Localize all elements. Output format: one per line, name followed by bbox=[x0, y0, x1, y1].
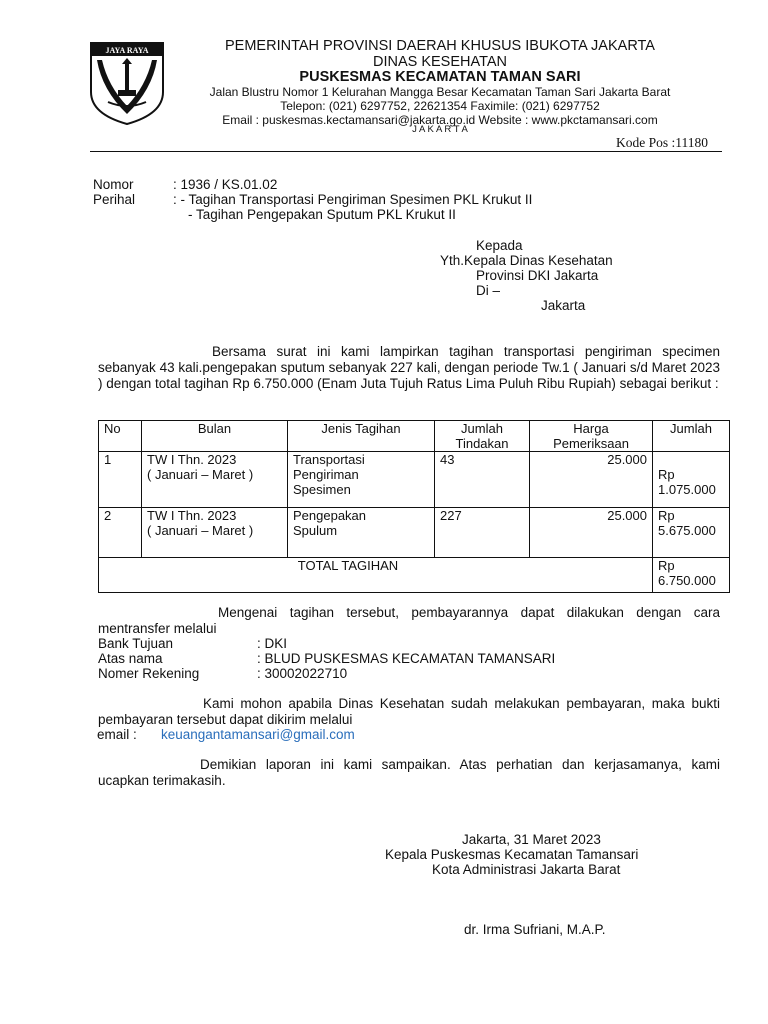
kode-pos: Kode Pos :11180 bbox=[616, 135, 709, 150]
header-harga-pemeriksaan: Harga Pemeriksaan bbox=[530, 421, 653, 452]
nomor-label: Nomor bbox=[93, 177, 134, 192]
cell-harga: 25.000 bbox=[530, 452, 653, 508]
perihal-line-1: : - Tagihan Transportasi Pengiriman Spesimen PKL Krukut II bbox=[173, 192, 533, 207]
recipient-kepada: Kepada bbox=[476, 238, 523, 253]
header-email-website: Email : puskesmas.kectamansari@jakarta.go.id Website : www.pkctamansari.com bbox=[222, 113, 658, 127]
cell-jumlah: Rp 5.675.000 bbox=[653, 508, 730, 558]
proof-paragraph: Kami mohon apabila Dinas Kesehatan sudah melakukan pembayaran, maka bukti pembayaran tersebut dapat dikirim melalui bbox=[98, 696, 720, 727]
table-row bbox=[99, 452, 730, 508]
recipient-yth: Yth.Kepala Dinas Kesehatan bbox=[440, 253, 613, 268]
cell-jumlah: Rp 1.075.000 bbox=[653, 452, 730, 508]
header-puskesmas-name: PUSKESMAS KECAMATAN TAMAN SARI bbox=[299, 69, 581, 85]
header-jenis-tagihan: Jenis Tagihan bbox=[288, 421, 435, 452]
bank-label: Bank Tujuan bbox=[98, 636, 174, 651]
table-row bbox=[99, 508, 730, 558]
nomor-value: : 1936 / KS.01.02 bbox=[173, 177, 278, 192]
jakarta-coat-of-arms-logo bbox=[88, 40, 166, 126]
billing-table bbox=[98, 420, 730, 593]
closing-paragraph: Demikian laporan ini kami sampaikan. Atas perhatian dan kerjasamanya, kami ucapkan terimakasih. bbox=[98, 757, 720, 788]
cell-harga: 25.000 bbox=[530, 508, 653, 558]
signature-name: dr. Irma Sufriani, M.A.P. bbox=[464, 922, 606, 937]
header-address: Jalan Blustru Nomor 1 Kelurahan Mangga Besar Kecamatan Taman Sari Jakarta Barat bbox=[209, 85, 671, 99]
signature-city: Kota Administrasi Jakarta Barat bbox=[432, 862, 621, 877]
cell-no: 1 bbox=[99, 452, 142, 508]
recipient-kota: Jakarta bbox=[541, 298, 586, 313]
total-label: TOTAL TAGIHAN bbox=[99, 558, 653, 593]
recipient-provinsi: Provinsi DKI Jakarta bbox=[476, 268, 599, 283]
svg-text:JAYA RAYA: JAYA RAYA bbox=[105, 46, 149, 55]
payment-paragraph: Mengenai tagihan tersebut, pembayarannya dapat dilakukan dengan cara mentransfer melalui bbox=[98, 605, 720, 636]
cell-tindakan: 43 bbox=[435, 452, 530, 508]
rekening-value: : 30002022710 bbox=[257, 666, 348, 681]
bank-value: : DKI bbox=[257, 636, 288, 651]
cell-tindakan: 227 bbox=[435, 508, 530, 558]
header-department-line: DINAS KESEHATAN bbox=[372, 54, 508, 70]
header-phone: Telepon: (021) 6297752, 22621354 Faximile: (021) 6297752 bbox=[280, 99, 600, 113]
table-header-row bbox=[99, 421, 730, 452]
email-label: email : bbox=[97, 727, 137, 742]
cell-bulan: TW I Thn. 2023 ( Januari – Maret ) bbox=[142, 452, 288, 508]
header-city: J A K A R T A bbox=[412, 124, 468, 135]
cell-bulan: TW I Thn. 2023 ( Januari – Maret ) bbox=[142, 508, 288, 558]
signature-title: Kepala Puskesmas Kecamatan Tamansari bbox=[385, 847, 639, 862]
atas-nama-label: Atas nama bbox=[98, 651, 163, 666]
cell-jenis: Pengepakan Spulum bbox=[288, 508, 435, 558]
header-bulan: Bulan bbox=[142, 421, 288, 452]
total-value: Rp 6.750.000 bbox=[653, 558, 730, 593]
atas-nama-value: : BLUD PUSKESMAS KECAMATAN TAMANSARI bbox=[257, 651, 556, 666]
perihal-label: Perihal bbox=[93, 192, 136, 207]
perihal-line-2: - Tagihan Pengepakan Sputum PKL Krukut II bbox=[188, 207, 456, 222]
table-total-row bbox=[99, 558, 730, 593]
email-link[interactable]: keuangantamansari@gmail.com bbox=[161, 727, 355, 742]
header-government-line: PEMERINTAH PROVINSI DAERAH KHUSUS IBUKOTA JAKARTA bbox=[225, 38, 655, 54]
header-no: No bbox=[99, 421, 142, 452]
header-jumlah-tindakan: Jumlah Tindakan bbox=[435, 421, 530, 452]
cell-no: 2 bbox=[99, 508, 142, 558]
recipient-di: Di – bbox=[476, 283, 501, 298]
signature-date: Jakarta, 31 Maret 2023 bbox=[462, 832, 601, 847]
cell-jenis: Transportasi Pengiriman Spesimen bbox=[288, 452, 435, 508]
intro-paragraph: Bersama surat ini kami lampirkan tagihan transportasi pengiriman specimen sebanyak 43 kali.pengepakan sputum sebanyak 227 kali, dengan periode Tw.1 ( Januari s/d Maret 2023 ) dengan total tagihan Rp 6.750.000 (Enam Juta Tujuh Ratus Lima Puluh Ribu Rupiah) sebagai berikut : bbox=[98, 344, 720, 391]
rekening-label: Nomer Rekening bbox=[98, 666, 200, 681]
header-jumlah: Jumlah bbox=[653, 421, 730, 452]
letterhead-divider bbox=[90, 151, 722, 152]
